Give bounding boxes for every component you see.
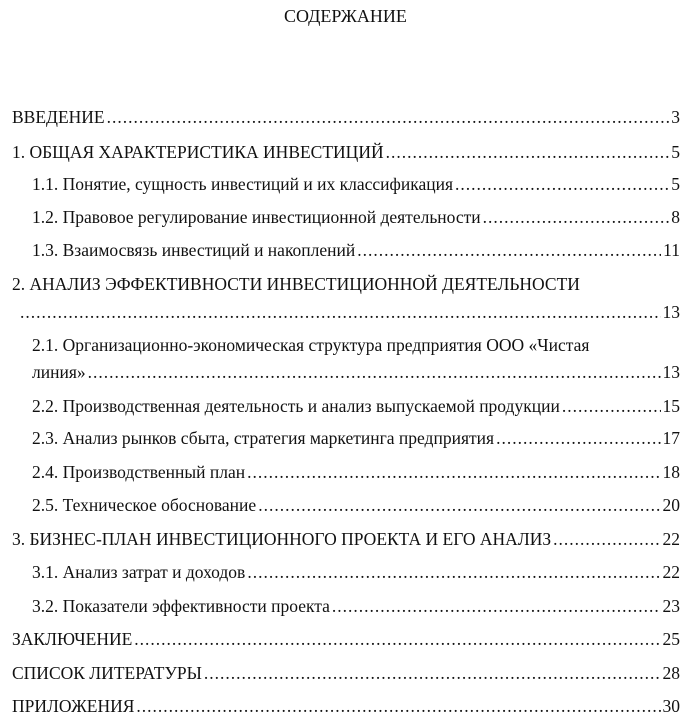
toc-entry[interactable] <box>32 561 680 583</box>
entry-title: ПРИЛОЖЕНИЯ <box>12 696 135 716</box>
entry-page: 8 <box>671 207 680 227</box>
toc-entry[interactable] <box>32 461 680 483</box>
toc-entry[interactable] <box>12 528 680 550</box>
toc-entry[interactable] <box>32 173 680 195</box>
dot-leader <box>455 173 669 195</box>
dot-leader <box>496 427 660 449</box>
entry-title: СПИСОК ЛИТЕРАТУРЫ <box>12 663 202 683</box>
entry-page: 30 <box>662 696 680 716</box>
entry-title: 1. ОБЩАЯ ХАРАКТЕРИСТИКА ИНВЕСТИЦИЙ <box>12 142 384 162</box>
toc-entry[interactable] <box>32 494 680 516</box>
dot-leader <box>247 561 660 583</box>
toc-entry[interactable] <box>32 595 680 617</box>
dot-leader <box>258 494 660 516</box>
dot-leader <box>562 395 661 417</box>
toc-entry[interactable] <box>12 695 680 717</box>
toc-entry[interactable] <box>12 106 680 128</box>
toc-entry-continuation[interactable] <box>32 361 680 383</box>
entry-page: 15 <box>662 396 680 416</box>
dot-leader <box>553 528 660 550</box>
entry-title: 3. БИЗНЕС-ПЛАН ИНВЕСТИЦИОННОГО ПРОЕКТА И ЕГО АНАЛИЗ <box>12 529 552 549</box>
toc-entry[interactable] <box>12 628 680 650</box>
entry-page: 20 <box>662 495 680 515</box>
entry-title: 2. АНАЛИЗ ЭФФЕКТИВНОСТИ ИНВЕСТИЦИОННОЙ ДЕЯТЕЛЬНОСТИ <box>12 274 580 294</box>
entry-title: 1.2. Правовое регулирование инвестиционной деятельности <box>32 207 481 227</box>
dot-leader <box>20 301 661 323</box>
toc-entry-continuation[interactable] <box>20 301 680 323</box>
dot-leader <box>136 695 660 717</box>
dot-leader <box>247 461 660 483</box>
entry-page: 3 <box>671 107 680 127</box>
dot-leader <box>88 361 661 383</box>
entry-page: 25 <box>662 629 680 649</box>
entry-page: 5 <box>671 142 680 162</box>
toc-title: СОДЕРЖАНИЕ <box>284 6 407 26</box>
entry-page: 17 <box>662 428 680 448</box>
toc-entry[interactable] <box>32 395 680 417</box>
toc-entry[interactable] <box>12 273 680 295</box>
entry-title-cont: линия» <box>32 362 86 382</box>
entry-page: 11 <box>663 240 680 260</box>
toc-entry[interactable] <box>32 239 680 261</box>
dot-leader <box>483 206 670 228</box>
entry-page: 18 <box>662 462 680 482</box>
toc-entry[interactable] <box>12 662 680 684</box>
dot-leader <box>134 628 660 650</box>
entry-title: 2.3. Анализ рынков сбыта, стратегия маркетинга предприятия <box>32 428 495 448</box>
toc-entry[interactable] <box>12 141 680 163</box>
toc-entry[interactable] <box>32 427 680 449</box>
entry-page: 13 <box>662 302 680 322</box>
entry-title: 2.4. Производственный план <box>32 462 246 482</box>
entry-page: 22 <box>662 562 680 582</box>
entry-page: 23 <box>662 596 680 616</box>
dot-leader <box>204 662 661 684</box>
entry-page: 28 <box>662 663 680 683</box>
dot-leader <box>107 106 670 128</box>
entry-page: 13 <box>662 362 680 382</box>
dot-leader <box>332 595 661 617</box>
dot-leader <box>386 141 670 163</box>
entry-title: 1.1. Понятие, сущность инвестиций и их классификация <box>32 174 454 194</box>
entry-title: 2.5. Техническое обоснование <box>32 495 257 515</box>
toc-entry[interactable] <box>32 334 680 356</box>
entry-title: 1.3. Взаимосвязь инвестиций и накоплений <box>32 240 356 260</box>
dot-leader <box>357 239 661 261</box>
entry-title: ВВЕДЕНИЕ <box>12 107 105 127</box>
entry-title: 3.2. Показатели эффективности проекта <box>32 596 330 616</box>
entry-page: 22 <box>662 529 680 549</box>
entry-page: 5 <box>671 174 680 194</box>
entry-title: ЗАКЛЮЧЕНИЕ <box>12 629 133 649</box>
entry-title: 3.1. Анализ затрат и доходов <box>32 562 246 582</box>
toc-entry[interactable] <box>32 206 680 228</box>
entry-title: 2.1. Организационно-экономическая структура предприятия ООО «Чистая <box>32 335 590 355</box>
entry-title: 2.2. Производственная деятельность и анализ выпускаемой продукции <box>32 396 560 416</box>
